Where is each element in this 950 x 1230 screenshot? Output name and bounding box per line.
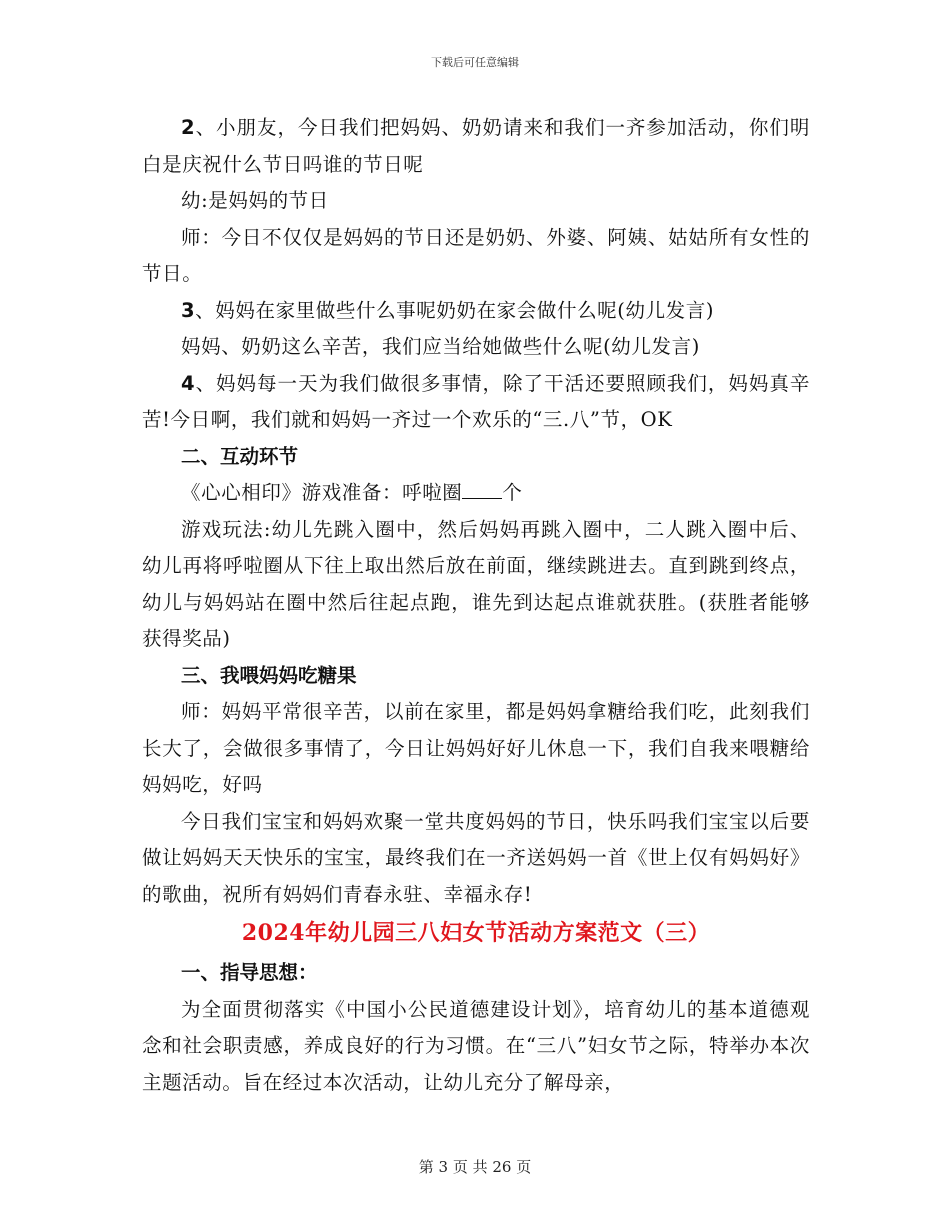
page-footer: 第 3 页 共 26 页 bbox=[418, 1158, 532, 1176]
game-prep-text: 《心心相印》游戏准备：呼啦圈 bbox=[181, 481, 463, 504]
heading-guiding-thought: 一、指导思想： bbox=[181, 961, 318, 984]
heading-feed-candy: 三、我喂妈妈吃糖果 bbox=[181, 663, 357, 687]
document-body bbox=[142, 110, 810, 1101]
paragraph-guiding-text: 为全面贯彻落实《中国小公民道德建设计划》，培育幼儿的基本道德观念和社会职责感，养成良好的行为习惯。在“三八”妇女节之际，特举办本次主题活动。旨在经过本次活动，让幼儿充分了解母亲， bbox=[142, 997, 810, 1094]
game-prep-unit: 个 bbox=[502, 481, 523, 504]
paragraph-item-2 bbox=[142, 110, 810, 183]
section-title: 2024年幼儿园三八妇女节活动方案范文（三） bbox=[241, 920, 711, 946]
paragraph-item-4 bbox=[142, 366, 810, 439]
item-number: 3 bbox=[181, 298, 196, 322]
paragraph-child-answer: 幼:是妈妈的节日 bbox=[181, 189, 329, 212]
paragraph-teacher-feed: 师：妈妈平常很辛苦，以前在家里，都是妈妈拿糖给我们吃，此刻我们长大了，会做很多事情了，今日让妈妈好好儿休息一下，我们自我来喂糖给妈妈吃，好吗 bbox=[142, 700, 810, 796]
paragraph-question: 妈妈、奶奶这么辛苦，我们应当给她做些什么呢(幼儿发言) bbox=[181, 335, 700, 358]
paragraph-game-rules: 游戏玩法:幼儿先跳入圈中，然后妈妈再跳入圈中，二人跳入圈中后、幼儿再将呼啦圈从下往上取出然后放在前面，继续跳进去。直到跳到终点，幼儿与妈妈站在圈中然后往起点跑，谁先到达起点谁就获胜。(获胜者能够获得奖品) bbox=[142, 517, 810, 650]
paragraph-text: 、妈妈每一天为我们做很多事情，除了干活还要照顾我们，妈妈真辛苦!今日啊，我们就和妈妈一齐过一个欢乐的“三.八”节，OK bbox=[142, 371, 810, 431]
blank-line bbox=[462, 480, 502, 499]
heading-interaction: 二、互动环节 bbox=[181, 444, 299, 468]
paragraph-closing: 今日我们宝宝和妈妈欢聚一堂共度妈妈的节日，快乐吗我们宝宝以后要做让妈妈天天快乐的宝宝，最终我们在一齐送妈妈一首《世上仅有妈妈好》的歌曲，祝所有妈妈们青春永驻、幸福永存! bbox=[142, 809, 810, 906]
paragraph-text: 、妈妈在家里做些什么事呢奶奶在家会做什么呢(幼儿发言) bbox=[195, 298, 715, 322]
page-header-note: 下载后可任意编辑 bbox=[431, 56, 519, 69]
item-number: 4 bbox=[181, 371, 196, 395]
item-number: 2 bbox=[181, 116, 196, 139]
paragraph-teacher-remark: 师：今日不仅仅是妈妈的节日还是奶奶、外婆、阿姨、姑姑所有女性的节日。 bbox=[142, 225, 810, 285]
paragraph-text: 、小朋友，今日我们把妈妈、奶奶请来和我们一齐参加活动，你们明白是庆祝什么节日吗谁的节日呢 bbox=[142, 116, 810, 176]
paragraph-item-3 bbox=[142, 293, 810, 330]
paragraph-game-prep bbox=[142, 475, 810, 512]
